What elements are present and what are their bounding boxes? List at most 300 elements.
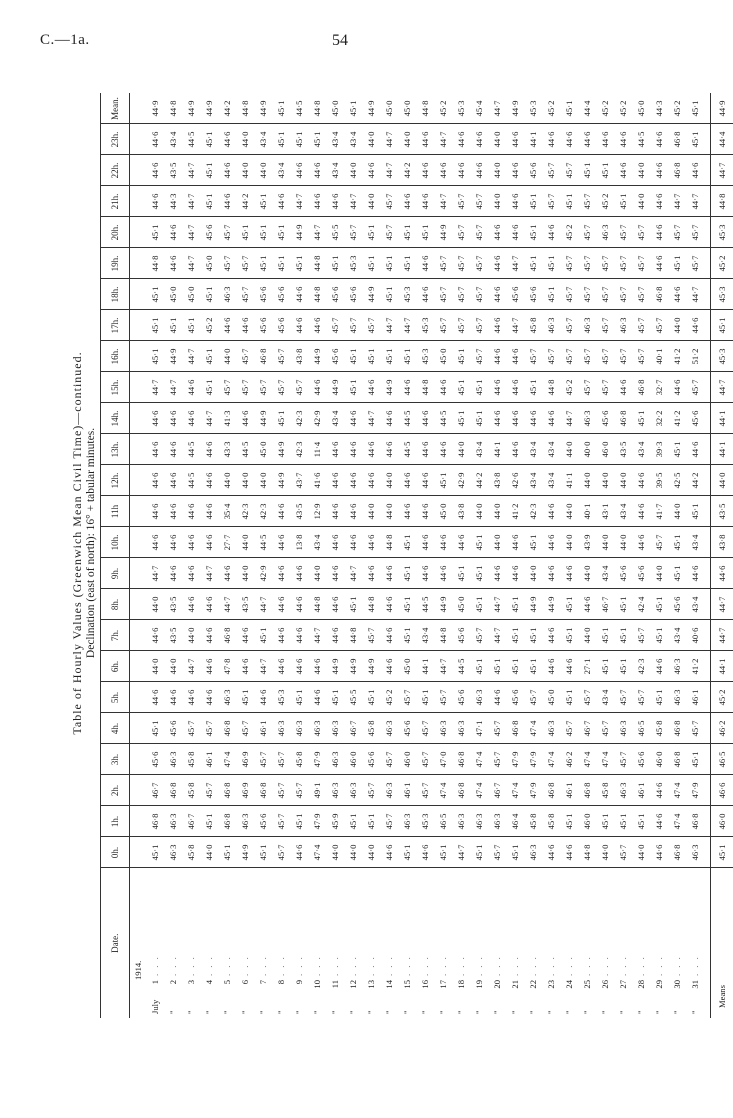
month-label: " bbox=[600, 1010, 610, 1014]
value-cell: 44·6 bbox=[200, 651, 218, 682]
blank-cell bbox=[130, 527, 147, 558]
value-cell: 46·3 bbox=[452, 713, 470, 744]
value-cell: 44·6 bbox=[272, 527, 290, 558]
value-cell: 44·7 bbox=[380, 155, 398, 186]
value-cell: 40·6 bbox=[686, 620, 704, 651]
page-number: 54 bbox=[332, 32, 348, 49]
value-cell: 45·5 bbox=[326, 217, 344, 248]
table-row bbox=[326, 94, 344, 1019]
leader-dots: . . . bbox=[150, 955, 160, 976]
value-cell: 45·7 bbox=[380, 186, 398, 217]
value-cell: 45·1 bbox=[272, 248, 290, 279]
value-cell: 47·4 bbox=[470, 744, 488, 775]
value-cell: 44·0 bbox=[344, 837, 362, 868]
means-value: 46·0 bbox=[711, 806, 733, 837]
means-value: 44·7 bbox=[711, 620, 733, 651]
value-cell: 45·1 bbox=[200, 341, 218, 372]
value-cell: 45·7 bbox=[362, 310, 380, 341]
means-value: 44·8 bbox=[711, 186, 733, 217]
value-cell: 44·7 bbox=[344, 186, 362, 217]
value-cell: 44·6 bbox=[506, 527, 524, 558]
hour-header: 23h. bbox=[101, 124, 130, 155]
value-cell: 45·7 bbox=[452, 279, 470, 310]
table-row bbox=[308, 94, 326, 1019]
means-value: 44·6 bbox=[711, 558, 733, 589]
value-cell: 46·8 bbox=[668, 744, 686, 775]
month-label: " bbox=[528, 1010, 538, 1014]
means-label: Means bbox=[711, 868, 733, 1018]
value-cell: 45·1 bbox=[146, 341, 164, 372]
value-cell: 45·7 bbox=[290, 775, 308, 806]
value-cell: 45·1 bbox=[632, 403, 650, 434]
value-cell: 47·9 bbox=[524, 775, 542, 806]
value-cell: 46·3 bbox=[434, 713, 452, 744]
value-cell: 47·4 bbox=[308, 837, 326, 868]
value-cell: 45·1 bbox=[164, 310, 182, 341]
value-cell: 44·6 bbox=[182, 558, 200, 589]
value-cell: 44·6 bbox=[380, 651, 398, 682]
value-cell: 44·6 bbox=[434, 527, 452, 558]
value-cell: 44·6 bbox=[542, 124, 560, 155]
value-cell: 43·4 bbox=[686, 589, 704, 620]
value-cell: 47·9 bbox=[308, 744, 326, 775]
value-cell: 44·8 bbox=[308, 589, 326, 620]
value-cell: 45·7 bbox=[632, 279, 650, 310]
value-cell: 47·4 bbox=[542, 744, 560, 775]
value-cell: 42·3 bbox=[254, 496, 272, 527]
value-cell: 45·1 bbox=[614, 651, 632, 682]
mean-value: 44·3 bbox=[650, 94, 668, 125]
value-cell: 44·6 bbox=[218, 558, 236, 589]
hour-header: 4h. bbox=[101, 713, 130, 744]
value-cell: 44·7 bbox=[182, 155, 200, 186]
value-cell: 45·1 bbox=[470, 589, 488, 620]
value-cell: 42·9 bbox=[254, 558, 272, 589]
mean-value: 45·0 bbox=[380, 94, 398, 125]
date-cell bbox=[398, 868, 416, 1018]
mean-value: 44·8 bbox=[308, 94, 326, 125]
day-label: 11 bbox=[330, 980, 340, 989]
value-cell: 45·0 bbox=[164, 279, 182, 310]
value-cell: 44·6 bbox=[200, 620, 218, 651]
value-cell: 44·7 bbox=[686, 279, 704, 310]
value-cell: 44·9 bbox=[380, 372, 398, 403]
value-cell: 43·4 bbox=[326, 403, 344, 434]
value-cell: 46·3 bbox=[380, 775, 398, 806]
value-cell: 46·8 bbox=[452, 775, 470, 806]
mean-value: 44·2 bbox=[218, 94, 236, 125]
value-cell: 44·6 bbox=[164, 217, 182, 248]
value-cell: 45·8 bbox=[182, 744, 200, 775]
value-cell: 45·1 bbox=[470, 837, 488, 868]
value-cell: 45·7 bbox=[632, 682, 650, 713]
value-cell: 45·1 bbox=[524, 186, 542, 217]
value-cell: 44·5 bbox=[452, 651, 470, 682]
value-cell: 44·0 bbox=[668, 496, 686, 527]
table-title: Table of Hourly Values (Greenwich Mean Civil Time)—continued. bbox=[70, 351, 84, 735]
month-label: " bbox=[456, 1010, 466, 1014]
value-cell: 44·6 bbox=[308, 155, 326, 186]
leader-dots: . . . bbox=[492, 955, 502, 976]
value-cell: 46·3 bbox=[470, 806, 488, 837]
value-cell: 44·0 bbox=[578, 620, 596, 651]
table-row bbox=[200, 94, 218, 1019]
date-cell bbox=[488, 868, 506, 1018]
day-label: 23 bbox=[546, 980, 556, 989]
value-cell: 46·1 bbox=[632, 775, 650, 806]
date-cell bbox=[434, 868, 452, 1018]
value-cell: 47·4 bbox=[596, 744, 614, 775]
value-cell: 44·0 bbox=[650, 558, 668, 589]
value-cell: 45·1 bbox=[362, 248, 380, 279]
value-cell: 27·1 bbox=[578, 651, 596, 682]
value-cell: 44·6 bbox=[182, 496, 200, 527]
value-cell: 47·8 bbox=[218, 651, 236, 682]
value-cell: 44·6 bbox=[290, 155, 308, 186]
date-cell bbox=[506, 868, 524, 1018]
value-cell: 44·6 bbox=[470, 124, 488, 155]
value-cell: 27·7 bbox=[218, 527, 236, 558]
value-cell: 41·2 bbox=[668, 341, 686, 372]
value-cell: 46·3 bbox=[398, 806, 416, 837]
value-cell: 44·9 bbox=[254, 403, 272, 434]
value-cell: 46·0 bbox=[398, 744, 416, 775]
value-cell: 46·7 bbox=[578, 713, 596, 744]
mean-value: 45·2 bbox=[542, 94, 560, 125]
value-cell: 45·7 bbox=[434, 279, 452, 310]
value-cell: 44·6 bbox=[632, 465, 650, 496]
value-cell: 44·0 bbox=[380, 465, 398, 496]
blank-cell bbox=[130, 217, 147, 248]
value-cell: 45·9 bbox=[326, 806, 344, 837]
value-cell: 45·7 bbox=[470, 341, 488, 372]
mean-value: 44·9 bbox=[146, 94, 164, 125]
value-cell: 32·7 bbox=[650, 372, 668, 403]
leader-dots: . . . bbox=[456, 955, 466, 976]
value-cell: 47·4 bbox=[578, 744, 596, 775]
value-cell: 45·7 bbox=[344, 217, 362, 248]
value-cell: 45·6 bbox=[632, 558, 650, 589]
month-label: " bbox=[654, 1010, 664, 1014]
value-cell: 45·1 bbox=[236, 217, 254, 248]
value-cell: 44·0 bbox=[236, 124, 254, 155]
table-row bbox=[668, 94, 686, 1019]
blank-cell bbox=[130, 434, 147, 465]
value-cell: 45·7 bbox=[578, 248, 596, 279]
value-cell: 44·6 bbox=[614, 372, 632, 403]
value-cell: 43·8 bbox=[452, 496, 470, 527]
day-label: 7 bbox=[258, 980, 268, 985]
value-cell: 44·8 bbox=[380, 527, 398, 558]
date-cell bbox=[254, 868, 272, 1018]
value-cell: 45·1 bbox=[254, 217, 272, 248]
value-cell: 42·3 bbox=[632, 651, 650, 682]
value-cell: 41·2 bbox=[506, 496, 524, 527]
value-cell: 45·7 bbox=[632, 248, 650, 279]
value-cell: 44·6 bbox=[542, 651, 560, 682]
value-cell: 44·6 bbox=[668, 279, 686, 310]
value-cell: 44·6 bbox=[650, 248, 668, 279]
value-cell: 43·4 bbox=[524, 465, 542, 496]
value-cell: 45·7 bbox=[614, 341, 632, 372]
leader-dots: . . . bbox=[420, 955, 430, 976]
value-cell: 44·6 bbox=[164, 558, 182, 589]
value-cell: 43·4 bbox=[542, 465, 560, 496]
value-cell: 45·7 bbox=[524, 341, 542, 372]
value-cell: 44·9 bbox=[524, 589, 542, 620]
value-cell: 45·7 bbox=[470, 620, 488, 651]
value-cell: 45·1 bbox=[596, 155, 614, 186]
hour-header: 22h. bbox=[101, 155, 130, 186]
value-cell: 43·5 bbox=[290, 496, 308, 527]
blank-cell bbox=[130, 496, 147, 527]
month-label: " bbox=[618, 1010, 628, 1014]
value-cell: 44·8 bbox=[434, 620, 452, 651]
value-cell: 45·1 bbox=[650, 589, 668, 620]
table-row bbox=[470, 94, 488, 1019]
value-cell: 45·1 bbox=[146, 217, 164, 248]
value-cell: 44·0 bbox=[380, 496, 398, 527]
date-cell bbox=[326, 868, 344, 1018]
mean-value: 44·8 bbox=[236, 94, 254, 125]
day-label: 22 bbox=[528, 980, 538, 989]
value-cell: 44·6 bbox=[650, 837, 668, 868]
value-cell: 43·4 bbox=[596, 682, 614, 713]
value-cell: 45·8 bbox=[596, 775, 614, 806]
value-cell: 46·1 bbox=[398, 775, 416, 806]
value-cell: 44·2 bbox=[398, 155, 416, 186]
value-cell: 45·1 bbox=[398, 620, 416, 651]
value-cell: 45·1 bbox=[668, 527, 686, 558]
month-label: " bbox=[546, 1010, 556, 1014]
value-cell: 51·2 bbox=[686, 341, 704, 372]
value-cell: 46·8 bbox=[218, 806, 236, 837]
value-cell: 44·6 bbox=[200, 465, 218, 496]
value-cell: 45·1 bbox=[560, 806, 578, 837]
month-label: " bbox=[564, 1010, 574, 1014]
value-cell: 45·1 bbox=[398, 527, 416, 558]
value-cell: 44·6 bbox=[542, 558, 560, 589]
month-label: " bbox=[240, 1010, 250, 1014]
blank-cell bbox=[130, 589, 147, 620]
value-cell: 45·1 bbox=[668, 434, 686, 465]
blank-cell bbox=[130, 558, 147, 589]
value-cell: 44·7 bbox=[182, 186, 200, 217]
month-label: " bbox=[168, 1010, 178, 1014]
value-cell: 44·6 bbox=[434, 372, 452, 403]
value-cell: 44·6 bbox=[182, 403, 200, 434]
value-cell: 44·7 bbox=[218, 589, 236, 620]
value-cell: 45·8 bbox=[182, 775, 200, 806]
value-cell: 45·1 bbox=[614, 806, 632, 837]
value-cell: 45·1 bbox=[254, 837, 272, 868]
table-row bbox=[542, 94, 560, 1019]
value-cell: 44·6 bbox=[146, 155, 164, 186]
value-cell: 44·6 bbox=[416, 155, 434, 186]
value-cell: 45·7 bbox=[236, 341, 254, 372]
table-row bbox=[164, 94, 182, 1019]
value-cell: 45·7 bbox=[632, 341, 650, 372]
value-cell: 45·7 bbox=[362, 775, 380, 806]
value-cell: 46·8 bbox=[452, 744, 470, 775]
value-cell: 44·6 bbox=[416, 837, 434, 868]
blank-cell bbox=[130, 465, 147, 496]
value-cell: 41·7 bbox=[650, 496, 668, 527]
value-cell: 44·6 bbox=[488, 682, 506, 713]
value-cell: 46·8 bbox=[632, 372, 650, 403]
value-cell: 44·6 bbox=[326, 186, 344, 217]
value-cell: 44·5 bbox=[416, 589, 434, 620]
day-label: 15 bbox=[402, 980, 412, 989]
means-value: 44·7 bbox=[711, 155, 733, 186]
value-cell: 44·6 bbox=[506, 372, 524, 403]
value-cell: 44·6 bbox=[560, 558, 578, 589]
value-cell: 43·4 bbox=[632, 434, 650, 465]
value-cell: 44·6 bbox=[398, 372, 416, 403]
value-cell: 44·2 bbox=[236, 186, 254, 217]
value-cell: 44·6 bbox=[416, 527, 434, 558]
value-cell: 44·6 bbox=[488, 279, 506, 310]
table-row bbox=[218, 94, 236, 1019]
value-cell: 45·0 bbox=[182, 279, 200, 310]
month-label: " bbox=[348, 1010, 358, 1014]
month-label: " bbox=[366, 1010, 376, 1014]
date-cell bbox=[542, 868, 560, 1018]
mean-value: 44·9 bbox=[362, 94, 380, 125]
page-reference: C.—1a. bbox=[40, 32, 90, 48]
value-cell: 47·4 bbox=[434, 775, 452, 806]
value-cell: 44·6 bbox=[362, 558, 380, 589]
value-cell: 45·1 bbox=[380, 341, 398, 372]
month-label: " bbox=[294, 1010, 304, 1014]
value-cell: 41·2 bbox=[668, 403, 686, 434]
value-cell: 45·6 bbox=[254, 310, 272, 341]
means-value: 46·5 bbox=[711, 744, 733, 775]
table-row bbox=[416, 94, 434, 1019]
value-cell: 45·1 bbox=[560, 186, 578, 217]
value-cell: 45·7 bbox=[596, 341, 614, 372]
table-row bbox=[578, 94, 596, 1019]
value-cell: 44·9 bbox=[164, 341, 182, 372]
value-cell: 44·6 bbox=[164, 682, 182, 713]
value-cell: 45·1 bbox=[596, 620, 614, 651]
value-cell: 44·6 bbox=[344, 434, 362, 465]
value-cell: 45·0 bbox=[254, 434, 272, 465]
value-cell: 44·1 bbox=[524, 124, 542, 155]
value-cell: 42·3 bbox=[236, 496, 254, 527]
value-cell: 45·8 bbox=[524, 310, 542, 341]
value-cell: 44·0 bbox=[218, 465, 236, 496]
value-cell: 44·6 bbox=[326, 496, 344, 527]
value-cell: 45·1 bbox=[686, 744, 704, 775]
value-cell: 45·8 bbox=[290, 744, 308, 775]
day-label: 14 bbox=[384, 980, 394, 989]
value-cell: 45·7 bbox=[578, 186, 596, 217]
value-cell: 44·6 bbox=[326, 527, 344, 558]
value-cell: 44·6 bbox=[632, 527, 650, 558]
value-cell: 45·1 bbox=[416, 217, 434, 248]
value-cell: 44·7 bbox=[488, 589, 506, 620]
table-row bbox=[380, 94, 398, 1019]
value-cell: 46·8 bbox=[254, 775, 272, 806]
value-cell: 44·6 bbox=[146, 682, 164, 713]
value-cell: 45·1 bbox=[146, 837, 164, 868]
value-cell: 45·7 bbox=[488, 837, 506, 868]
value-cell: 45·3 bbox=[416, 341, 434, 372]
value-cell: 46·3 bbox=[164, 744, 182, 775]
leader-dots: . . . bbox=[240, 955, 250, 976]
means-value: 44·9 bbox=[711, 94, 733, 125]
leader-dots: . . . bbox=[330, 955, 340, 976]
value-cell: 44·6 bbox=[272, 496, 290, 527]
value-cell: 44·7 bbox=[452, 837, 470, 868]
mean-value: 44·5 bbox=[290, 94, 308, 125]
value-cell: 45·1 bbox=[452, 558, 470, 589]
leader-dots: . . . bbox=[600, 955, 610, 976]
value-cell: 43·5 bbox=[236, 589, 254, 620]
value-cell: 44·6 bbox=[164, 496, 182, 527]
value-cell: 45·1 bbox=[470, 372, 488, 403]
mean-value: 44·4 bbox=[578, 94, 596, 125]
value-cell: 44·6 bbox=[326, 589, 344, 620]
value-cell: 44·6 bbox=[488, 403, 506, 434]
value-cell: 44·0 bbox=[488, 155, 506, 186]
value-cell: 46·1 bbox=[254, 713, 272, 744]
value-cell: 44·6 bbox=[164, 434, 182, 465]
value-cell: 44·6 bbox=[182, 589, 200, 620]
value-cell: 44·7 bbox=[146, 558, 164, 589]
value-cell: 44·9 bbox=[434, 217, 452, 248]
mean-value: 45·3 bbox=[524, 94, 542, 125]
value-cell: 43·7 bbox=[290, 465, 308, 496]
value-cell: 45·7 bbox=[578, 279, 596, 310]
day-label: 28 bbox=[636, 980, 646, 989]
value-cell: 44·8 bbox=[578, 837, 596, 868]
value-cell: 47·0 bbox=[434, 744, 452, 775]
value-cell: 44·0 bbox=[308, 558, 326, 589]
value-cell: 44·9 bbox=[308, 341, 326, 372]
table-row bbox=[434, 94, 452, 1019]
blank-cell bbox=[130, 124, 147, 155]
value-cell: 45·5 bbox=[344, 682, 362, 713]
value-cell: 46·0 bbox=[650, 744, 668, 775]
date-cell bbox=[146, 868, 164, 1018]
value-cell: 40·1 bbox=[578, 496, 596, 527]
hour-header: 16h. bbox=[101, 341, 130, 372]
value-cell: 45·7 bbox=[686, 372, 704, 403]
value-cell: 44·0 bbox=[632, 837, 650, 868]
month-label: " bbox=[186, 1010, 196, 1014]
value-cell: 44·6 bbox=[146, 434, 164, 465]
value-cell: 44·6 bbox=[506, 186, 524, 217]
day-label: 17 bbox=[438, 980, 448, 989]
value-cell: 44·5 bbox=[182, 124, 200, 155]
value-cell: 45·3 bbox=[398, 279, 416, 310]
value-cell: 45·1 bbox=[254, 248, 272, 279]
value-cell: 44·0 bbox=[488, 527, 506, 558]
value-cell: 44·6 bbox=[290, 310, 308, 341]
value-cell: 44·0 bbox=[596, 465, 614, 496]
month-label: July bbox=[150, 999, 160, 1014]
value-cell: 45·1 bbox=[578, 155, 596, 186]
value-cell: 43·4 bbox=[326, 124, 344, 155]
value-cell: 44·6 bbox=[272, 651, 290, 682]
value-cell: 44·6 bbox=[434, 434, 452, 465]
value-cell: 45·7 bbox=[380, 806, 398, 837]
value-cell: 46·3 bbox=[614, 775, 632, 806]
value-cell: 44·6 bbox=[146, 186, 164, 217]
value-cell: 44·6 bbox=[560, 837, 578, 868]
